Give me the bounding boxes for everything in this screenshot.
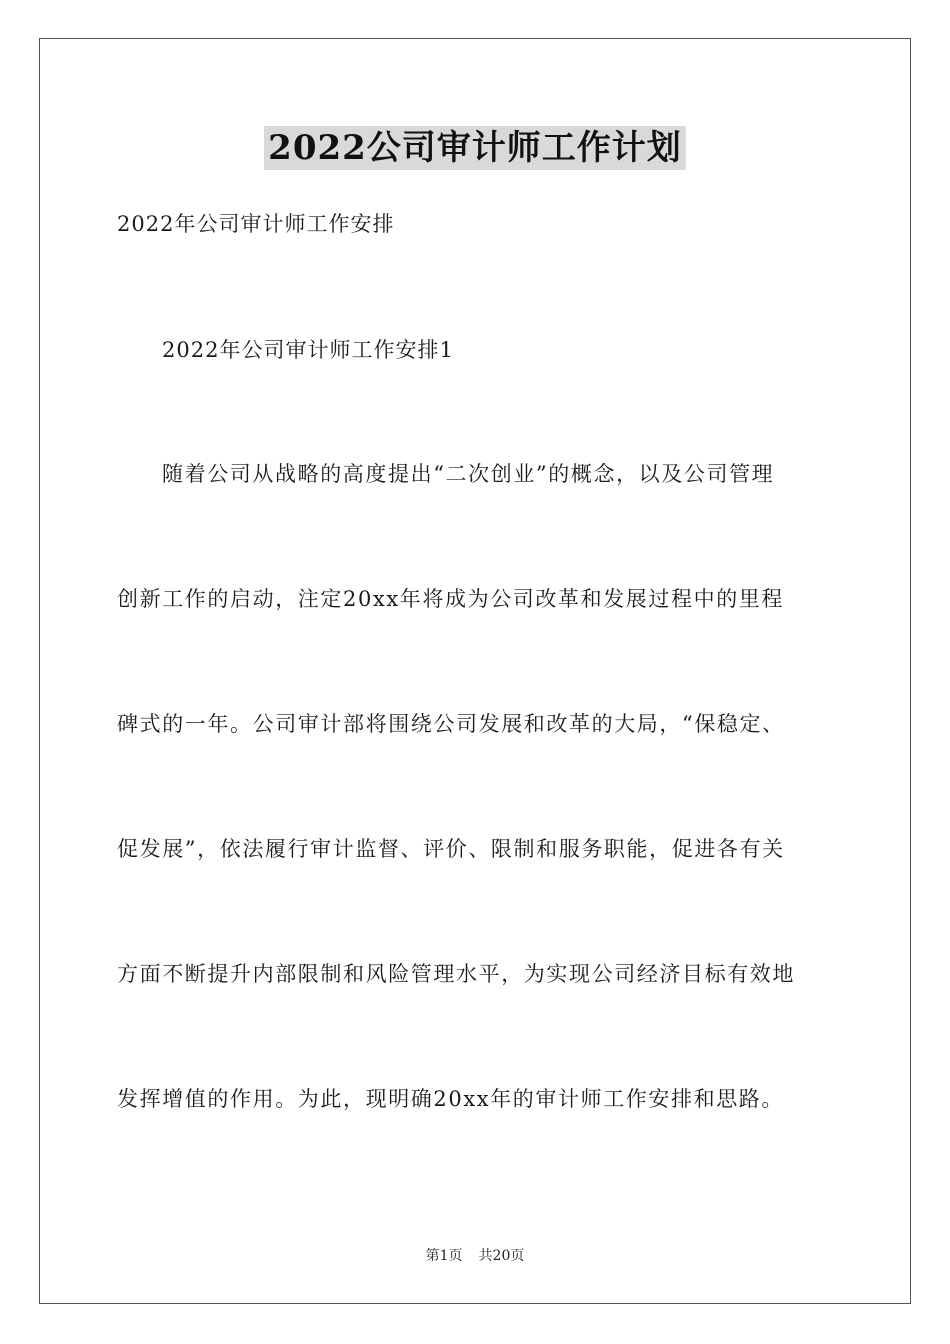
paragraph-line: 方面不断提升内部限制和风险管理水平，为实现公司经济目标有效地 bbox=[117, 962, 795, 986]
paragraph-line: 碑式的一年。公司审计部将围绕公司发展和改革的大局，“保稳定、 bbox=[117, 712, 785, 736]
document-title: 2022公司审计师工作计划 bbox=[264, 126, 686, 170]
paragraph-line: 发挥增值的作用。为此，现明确20xx年的审计师工作安排和思路。 bbox=[117, 1087, 785, 1111]
section-heading: 2022年公司审计师工作安排1 bbox=[162, 338, 454, 362]
page-number: 第1页 bbox=[425, 1248, 463, 1264]
paragraph-line: 促发展”，依法履行审计监督、评价、限制和服务职能，促进各有关 bbox=[117, 837, 785, 861]
page-total: 共20页 bbox=[478, 1248, 525, 1264]
document-subtitle: 2022年公司审计师工作安排 bbox=[117, 212, 395, 236]
paragraph-line: 创新工作的启动，注定20xx年将成为公司改革和发展过程中的里程 bbox=[117, 587, 785, 611]
page-footer bbox=[0, 1246, 950, 1266]
title-container bbox=[0, 126, 950, 170]
paragraph-line: 随着公司从战略的高度提出“二次创业”的概念，以及公司管理 bbox=[162, 462, 775, 486]
